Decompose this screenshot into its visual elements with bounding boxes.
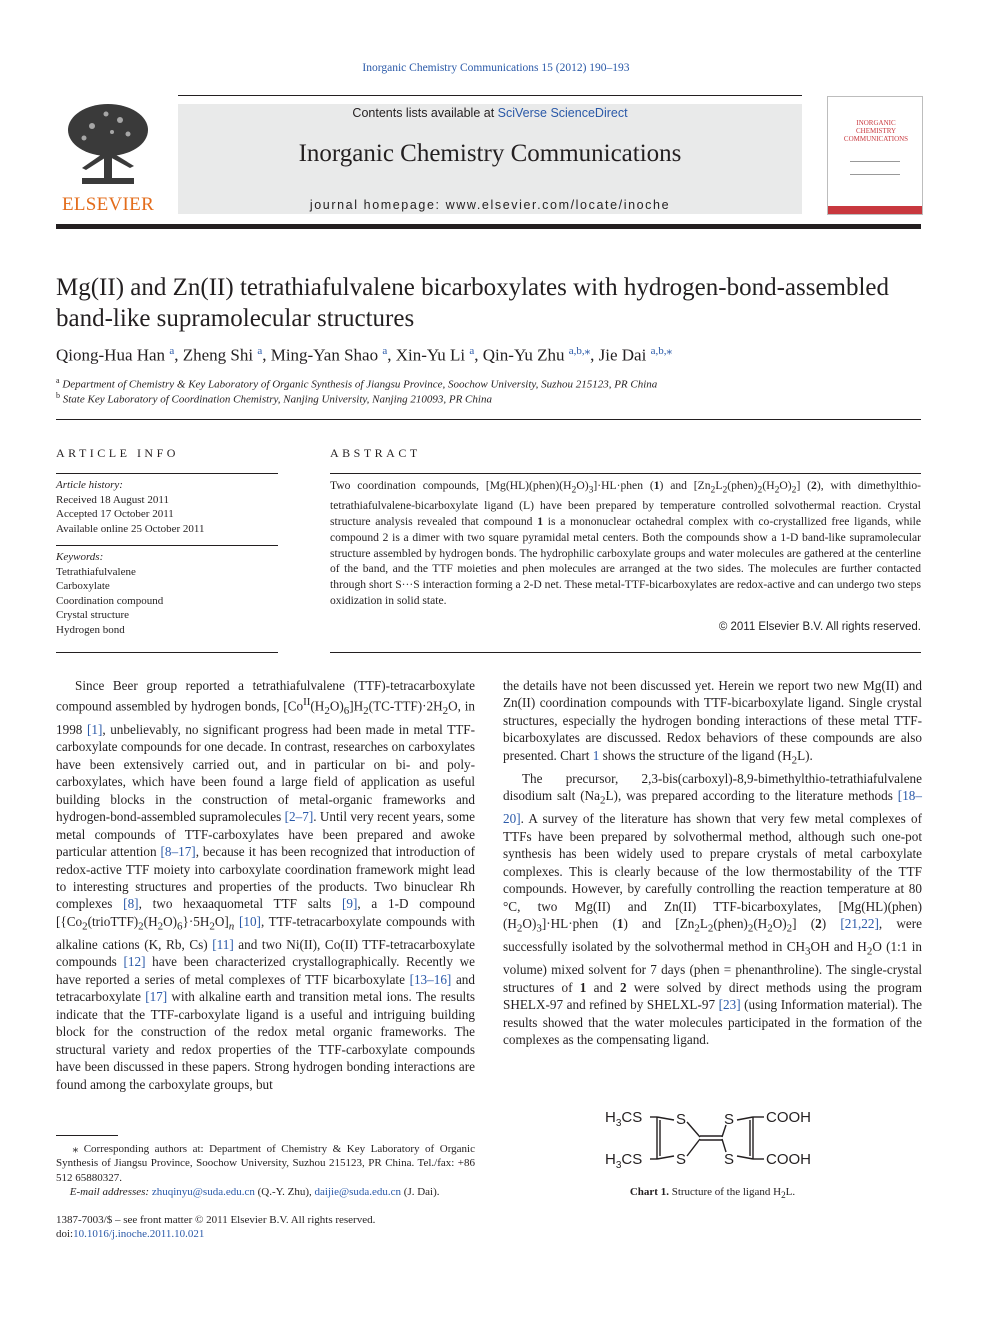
ligand-label-s: S [724,1151,735,1168]
keywords-label: Keywords: [56,551,104,563]
affiliation-rule [56,419,921,420]
elsevier-logo [56,100,160,216]
citation-link[interactable]: [11] [212,937,234,953]
keyword: Hydrogen bond [56,623,125,636]
history-accepted: Accepted 17 October 2011 [56,508,174,520]
author-affiliation-marker[interactable]: a,b,⁎ [650,345,672,357]
keywords [56,550,278,637]
affiliation-text: Department of Chemistry & Key Laboratory of Organic Synthesis of Jiangsu Province, Soochow University, Suzhou 215123, PR China [62,378,658,391]
citation-link[interactable]: [8–17] [160,844,196,860]
author-affiliation-marker[interactable]: a [257,345,263,357]
abstract-copyright: © 2011 Elsevier B.V. All rights reserved. [718,621,921,633]
email-owner: (J. Dai). [403,1185,440,1198]
keyword: Crystal structure [56,609,130,621]
author-affiliation-marker[interactable]: a [382,345,388,357]
body-paragraph: Since Beer group reported a tetrathiafulvalene (TTF)-tetracarboxylate compound assembled by hydrogen bonds, $[Co^{II}(H_2O)_6]H_2(TC-TTF)\cdot 2H_2O$, in 1998 [1], unbelievably, no significant progress had been made in metal TTF-carboxylate compounds for one decade. In contrast, researches on carboxylates have been extensively carried out, and in particular on bi- and poly-carboxylates, which have been found a large field of application as useful building blocks in the construction of metal-organic frameworks and hydrogen-bond-assembled supramolecules [2–7]. Until very recent years, some metal compounds of TTF-carboxylates have been prepared and awoke particular attention [8–17], because it has been recognized that introduction of redox-active TTF moiety into carboxylate coordination framework might lead to interesting structures and properties of the products. Two binuclear Rh complexes [8], two hexaaquometal TTF salts [9], a 1-D compound $[\{Co_2(trioTTF)_2(H_2O)_6\}\cdot 5H_2O]_n$ [10], TTF-tetracarboxylate compounds with alkaline cations (K, Rb, Cs) [11] and two Ni(II), Co(II) TTF-tetracarboxylate compounds [12] have been characterized crystallographically. Recently we have reported a series of metal complexes of TTF bicarboxylate [13–16] and tetracarboxylate [17] with alkaline earth and transition metal ions. The results indicate that the TTF-carboxylate ligand is a useful and intriguing building block for the construction of the redox metal organic frameworks. The structural variety and redox properties of the TTF-carboxylate compounds have been discussed in these papers. Strong hydrogen bonding interactions are found among the carboxylate groups, but [56,678,476,1092]
author-affiliation-marker[interactable]: a [169,345,175,357]
author-name: Ming-Yan Shao [270,345,379,365]
abstract-text: Two coordination compounds, $[Mg(HL)(phen)(H_2O)_3]\cdot HL\cdot phen$ (1) and $[Zn_2L_2(phen)_2(H_2O)_2]$ (2), with dimethylthio-tetrathiafulvalene-bicarboxylate ligand (L) have been prepared by temperature controlled solvothermal reaction. Crystal structure analysis revealed that compound 1 is a mononuclear octahedral complex with co-crystallized free ligands, while compound 2 is a dimer with two square pyramidal metal centers. Both the compounds show a 1-D band-like supramolecular structure assembled by hydrogen bonds. The hydrophilic carboxylate groups and water molecules are gathered at the centerline of the band, and the TTF moieties and phen molecules are arranged at the two sides. The molecules are further contacted through short S···S interaction forming a 2-D net. These metal-TTF-bicarboxylates are redox-active and can undergo two steps oxidization in solid state. [330,479,921,607]
journal-name: Inorganic Chemistry Communications [298,140,682,167]
journal-cover-thumbnail[interactable] [827,96,923,215]
ligand-label-h3cs-bottom: $H_3CS$ [605,1151,643,1171]
citation-link[interactable]: [10] [238,913,261,929]
affiliation-marker: a [56,376,60,385]
chart-link[interactable]: 1 [592,747,600,763]
masthead-banner [178,104,802,214]
issn-line: 1387-7003/$ – see front matter © 2011 Elsevier B.V. All rights reserved. [56,1214,376,1226]
ligand-label-s: S [676,1111,687,1128]
chart-caption [503,1186,922,1200]
chart-caption-end: L. [785,1186,796,1198]
citation-link[interactable]: [2–7] [284,809,314,825]
affiliation-b [56,391,936,406]
ligand-label-cooh-top: COOH [766,1109,811,1126]
ligand-label-s: S [724,1111,735,1128]
author-affiliation-marker[interactable]: a [469,345,475,357]
citation-link[interactable]: [12] [123,954,146,970]
ligand-label-cooh-bottom: COOH [766,1151,811,1168]
masthead-rule [178,95,802,96]
affiliation-text: State Key Laboratory of Coordination Chemistry, Nanjing University, Nanjing 210093, PR China [62,393,492,406]
history-received: Received 18 August 2011 [56,493,169,506]
ligand-structure-figure [600,1100,830,1175]
abstract-heading: ABSTRACT [330,446,421,460]
author-name: Zheng Shi [182,345,254,365]
corresponding-author-note: ⁎ Corresponding authors at: Department of Chemistry & Key Laboratory of Organic Synthesis of Jiangsu Province, Soochow University, Suzhou 215123, PR China. Tel./fax: +86 512 65880327. [56,1143,475,1184]
sciencedirect-link[interactable]: SciVerse ScienceDirect [497,106,628,120]
citation-link[interactable]: [1] [86,721,103,737]
citation-link[interactable]: [9] [341,896,358,912]
affiliation-marker: b [56,391,60,400]
affiliation-a [56,376,936,391]
chart-caption-label: Chart 1. [629,1186,669,1198]
cover-title: INORGANIC CHEMISTRY COMMUNICATIONS [843,119,909,143]
header-rule [56,224,921,229]
citation-link[interactable]: [23] [718,997,741,1013]
article-history [56,478,278,536]
citation-link[interactable]: [17] [145,989,168,1005]
history-label: Article history: [56,479,123,491]
footnote-rule [56,1135,118,1136]
author-name: Xin-Yu Li [395,345,466,365]
keyword: Carboxylate [56,580,110,592]
doi-link[interactable]: 10.1016/j.inoche.2011.10.021 [73,1228,205,1241]
elsevier-wordmark: ELSEVIER [61,194,155,215]
chart-caption-text: Structure of the ligand H [668,1186,782,1198]
abstract-rule [330,652,921,653]
info-rule [56,545,278,546]
info-rule [56,652,278,653]
history-online: Available online 25 October 2011 [56,522,205,535]
abstract-rule [330,473,921,474]
contents-prefix: Contents lists available at [352,106,498,120]
cover-decoration [850,161,900,175]
elsevier-tree-icon [62,100,154,192]
article-info-heading: ARTICLE INFO [56,446,179,460]
corresponding-text: Corresponding authors at: Department of Chemistry & Key Laboratory of Organic Synthesis of Jiangsu Province, Soochow University, Suzhou 215123, PR China. Tel./fax: +86 512 65880327. [56,1143,475,1184]
author-affiliation-marker[interactable]: a,b,⁎ [568,345,591,357]
email-note [56,1185,475,1199]
keyword: Tetrathiafulvalene [56,565,136,578]
citation-link[interactable]: [8] [123,896,139,912]
body-paragraph: the details have not been discussed yet. Herein we report two new Mg(II) and Zn(II) coordination compounds with TTF-bicarboxylate ligand. Single crystal structures, especially the hydrogen bonding interactions of these metal TTF-bicarboxylates are discussed. Redox behaviors of these compounds are also presented. Chart 1 shows the structure of the ligand $(H_2L)$. [503,678,922,767]
citation-link[interactable]: [21,22] [840,916,879,932]
journal-citation[interactable]: Inorganic Chemistry Communications 15 (2012) 190–193 [362,62,630,74]
doi-prefix: doi: [56,1228,74,1241]
author-list: Qiong-Hua Han $^a$, Zheng Shi $^a$, Ming-Yan Shao $^a$, Xin-Yu Li $^a$, Qin-Yu Zhu $^{a,b,⁎}$, Jie Dai $^{a,b,⁎}$ [56,345,672,365]
chart-caption-sub: 2 [781,1190,786,1201]
email-link[interactable]: daijie@suda.edu.cn [314,1185,402,1198]
front-matter [56,1213,475,1242]
keyword: Coordination compound [56,594,164,607]
citation-link[interactable]: [18–20] [503,788,922,827]
ligand-label-h3cs-top: $H_3CS$ [605,1109,643,1129]
info-rule [56,473,278,474]
email-link[interactable]: zhuqinyu@suda.edu.cn [151,1185,255,1198]
email-label: E-mail addresses: [69,1185,150,1198]
body-paragraph: The precursor, 2,3-bis(carboxyl)-8,9-bimethylthio-tetrathiafulvalene disodium salt $(Na_2L)$, was prepared according to the literature methods [18–20]. A survey of the literature has shown that very few metal complexes of TTFs have been prepared by solvothermal method, although such one-pot synthesis has been widely used to prepare crystals of metal carboxylate complexes. This is clearly because of the low thermostability of the TTF compounds. However, by carefully controlling the reaction temperature at 80 °C, two Mg(II) and Zn(II) TTF-bicarboxylates, $[Mg(HL)(phen)(H_2O)_3]\cdot HL\cdot phen$ (1) and $[Zn_2L_2(phen)_2(H_2O)_2]$ (2) [21,22], were successfully isolated by the solvothermal method in $CH_3OH$ and $H_2O$ (1:1 in volume) mixed solvent for 7 days (phen = phenanthroline). The single-crystal structures of 1 and 2 were solved by direct methods using the program SHELX-97 and refined by SHELXL-97 [23] (using Information material). The results showed that the water molecules participated in the formation of the complexes as the compensating ligand. [503,770,922,1048]
email-owner: (Q.-Y. Zhu), [257,1185,312,1198]
body-column-left [56,677,475,1093]
author-name: Jie Dai [598,345,647,365]
author-name: Qin-Yu Zhu [482,345,565,365]
doi-line [56,1227,475,1241]
article-title: Mg(II) and Zn(II) tetrathiafulvalene bicarboxylates with hydrogen-bond-assembled band-like supramolecular structures [56,274,890,332]
citation-link[interactable]: [13–16] [409,971,452,987]
ligand-label-s: S [676,1151,687,1168]
author-name: Qiong-Hua Han [56,345,166,365]
cover-bar [828,206,922,214]
journal-homepage[interactable]: journal homepage: www.elsevier.com/locate/inoche [309,198,671,212]
footnote [56,1142,475,1199]
contents-line [178,106,802,120]
body-column-right [503,677,922,1049]
